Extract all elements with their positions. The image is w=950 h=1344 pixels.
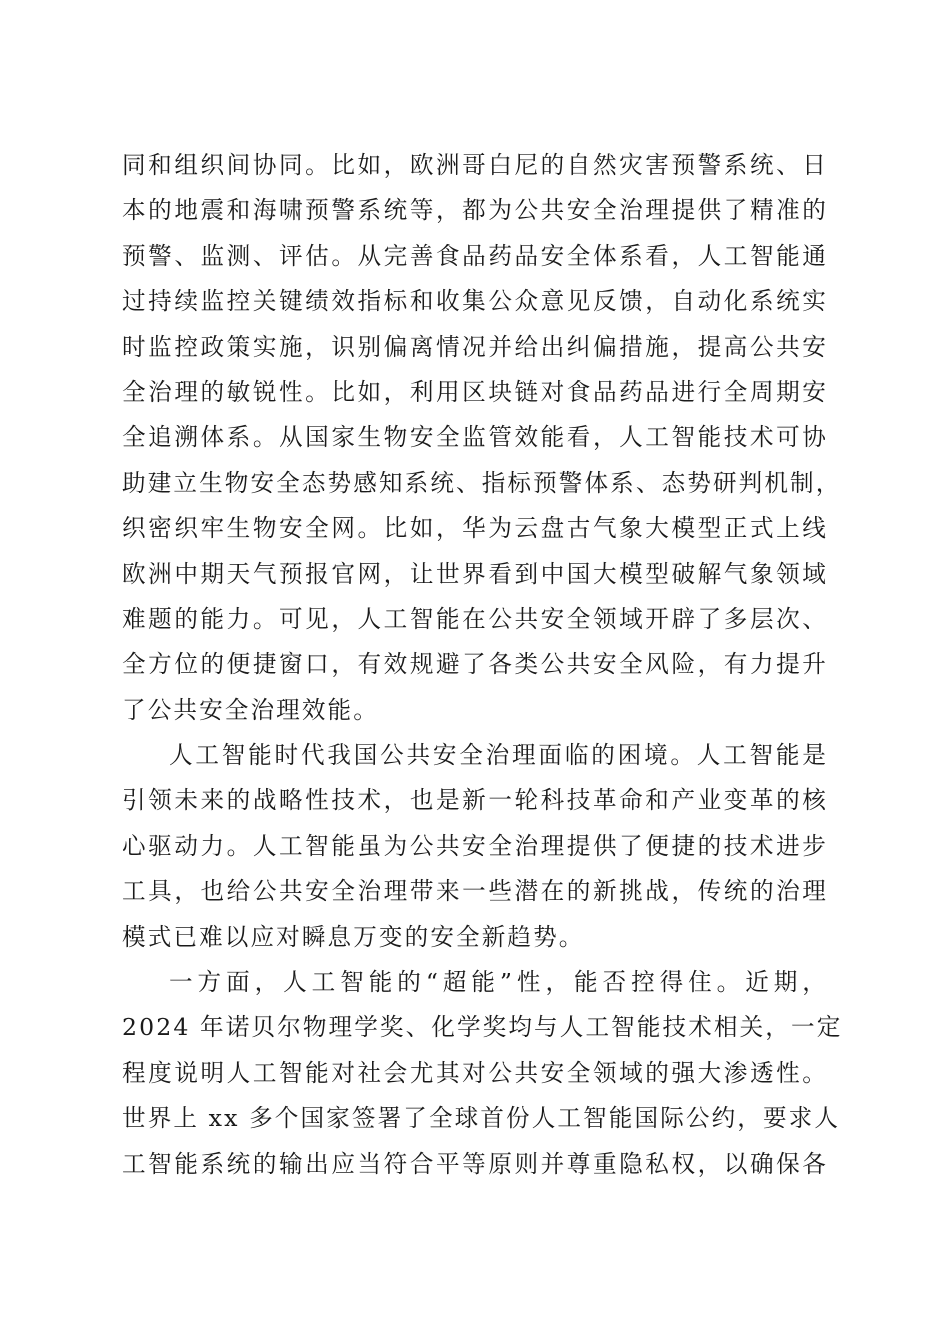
paragraph-1 — [122, 143, 842, 733]
text-line: 模式已难以应对瞬息万变的安全新趋势。 — [122, 922, 585, 951]
text-line: 欧洲中期天气预报官网，让世界看到中国大模型破解气象领域 — [122, 559, 828, 588]
paragraph-2 — [122, 733, 828, 960]
text-line: 心驱动力。人工智能虽为公共安全治理提供了便捷的技术进步 — [122, 831, 828, 860]
text-line: 预警、监测、评估。从完善食品药品安全体系看，人工智能通 — [122, 241, 828, 270]
text-line: 世界上 xx 多个国家签署了全球首份人工智能国际公约，要求人 — [122, 1104, 841, 1133]
text-line: 引领未来的战略性技术，也是新一轮科技革命和产业变革的核 — [122, 786, 828, 815]
text-line: 2024 年诺贝尔物理学奖、化学奖均与人工智能技术相关，一定 — [122, 1013, 843, 1042]
text-line: 织密织牢生物安全网。比如，华为云盘古气象大模型正式上线 — [122, 514, 828, 543]
text-line: 程度说明人工智能对社会尤其对公共安全领域的强大渗透性。 — [122, 1058, 828, 1087]
text-line: 全治理的敏锐性。比如，利用区块链对食品药品进行全周期安 — [122, 377, 828, 406]
text-line: 工具，也给公共安全治理带来一些潜在的新挑战，传统的治理 — [122, 877, 828, 906]
text-line: 工智能系统的输出应当符合平等原则并尊重隐私权，以确保各 — [122, 1149, 828, 1178]
text-line: 全追溯体系。从国家生物安全监管效能看，人工智能技术可协 — [122, 423, 828, 452]
text-line: 人工智能时代我国公共安全治理面临的困境。人工智能是 — [169, 741, 828, 770]
text-line: 同和组织间协同。比如，欧洲哥白尼的自然灾害预警系统、日 — [122, 151, 828, 179]
text-line: 时监控政策实施，识别偏离情况并给出纠偏措施，提高公共安 — [122, 332, 828, 361]
text-line: 全方位的便捷窗口，有效规避了各类公共安全风险，有力提升 — [122, 650, 828, 679]
text-line: 难题的能力。可见，人工智能在公共安全领域开辟了多层次、 — [122, 604, 828, 633]
text-line: 助建立生物安全态势感知系统、指标预警体系、态势研判机制， — [122, 468, 842, 497]
text-line: 一方面，人工智能的“超能”性，能否控得住。近期， — [169, 968, 828, 997]
text-line: 了公共安全治理效能。 — [122, 695, 379, 724]
text-line: 过持续监控关键绩效指标和收集公众意见反馈，自动化系统实 — [122, 287, 828, 316]
text-line: 本的地震和海啸预警系统等，都为公共安全治理提供了精准的 — [122, 196, 828, 225]
paragraph-3 — [122, 960, 843, 1187]
document-body — [122, 143, 843, 1187]
